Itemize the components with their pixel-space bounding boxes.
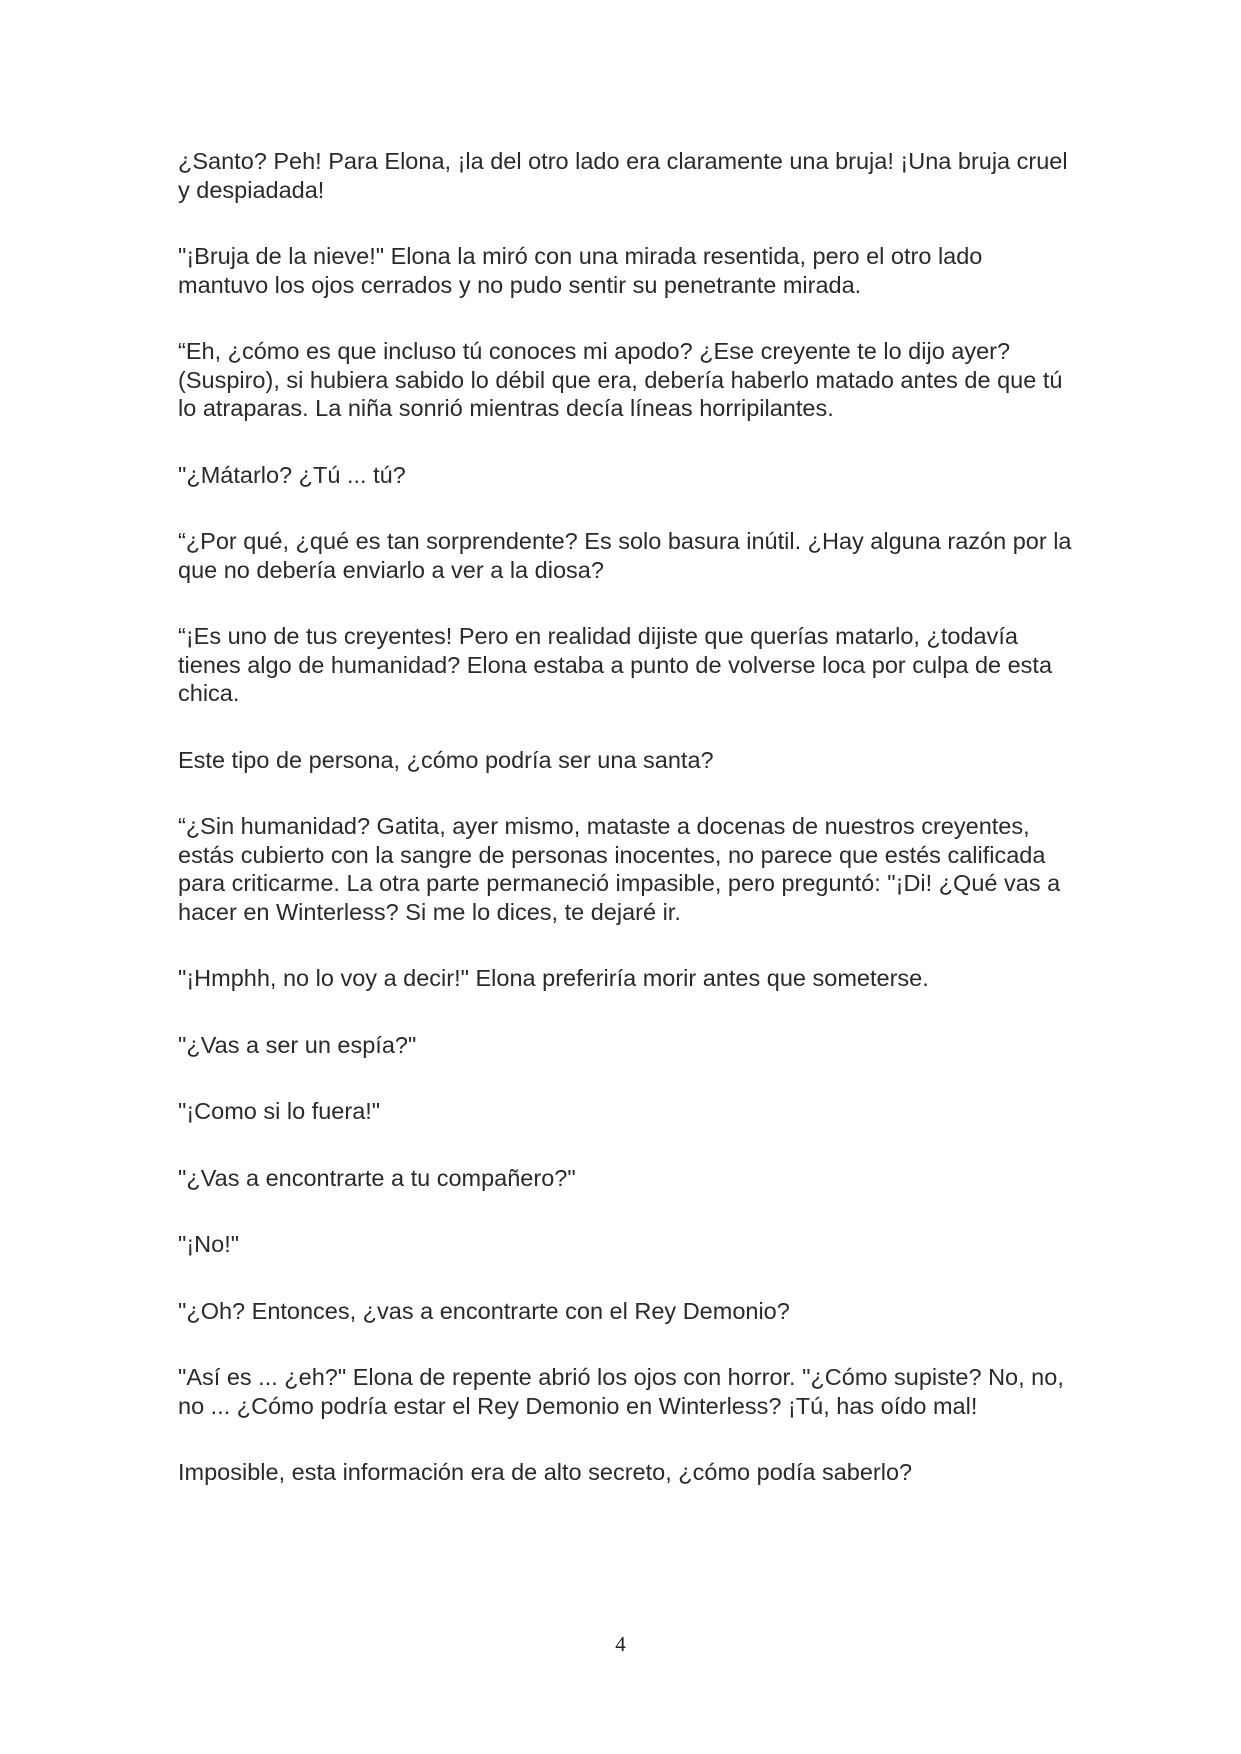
- paragraph-15: "Así es ... ¿eh?" Elona de repente abrió los ojos con horror. "¿Cómo supiste? No, no, no ... ¿Cómo podría estar el Rey Demonio en Winterless? ¡Tú, has oído mal!: [178, 1364, 1064, 1419]
- paragraph-8: “¿Sin humanidad? Gatita, ayer mismo, mataste a docenas de nuestros creyentes, estás cubierto con la sangre de personas inocentes, no parece que estés calificada para criticarme. La otra parte permaneció impasible, pero preguntó: "¡Di! ¿Qué vas a hacer en Winterless? Si me lo dices, te dejaré ir.: [178, 813, 1061, 925]
- paragraph-12: "¿Vas a encontrarte a tu compañero?": [178, 1164, 576, 1191]
- paragraph-7: Este tipo de persona, ¿cómo podría ser una santa?: [178, 746, 714, 773]
- paragraph-4: "¿Mátarlo? ¿Tú ... tú?: [178, 461, 406, 488]
- paragraph-1: ¿Santo? Peh! Para Elona, ¡la del otro lado era claramente una bruja! ¡Una bruja cruel y despiadada!: [178, 148, 1068, 203]
- paragraph-16: Imposible, esta información era de alto secreto, ¿cómo podía saberlo?: [178, 1459, 913, 1485]
- body-text: [178, 147, 1078, 1525]
- paragraph-14: "¿Oh? Entonces, ¿vas a encontrarte con el Rey Demonio?: [178, 1297, 790, 1324]
- paragraph-3: “Eh, ¿cómo es que incluso tú conoces mi apodo? ¿Ese creyente te lo dijo ayer? (Suspiro), si hubiera sabido lo débil que era, debería haberlo matado antes de que tú lo atraparas. La niña sonrió mientras decía líneas horripilantes.: [178, 338, 1063, 421]
- page-number: 4: [615, 1632, 626, 1656]
- paragraph-13: "¡No!": [178, 1231, 240, 1257]
- paragraph-6: “¡Es uno de tus creyentes! Pero en realidad dijiste que querías matarlo, ¿todavía tienes algo de humanidad? Elona estaba a punto de volverse loca por culpa de esta chica.: [178, 623, 1053, 706]
- paragraph-9: "¡Hmphh, no lo voy a decir!" Elona preferiría morir antes que someterse.: [178, 965, 929, 991]
- paragraph-11: "¡Como si lo fuera!": [178, 1098, 381, 1124]
- paragraph-10: "¿Vas a ser un espía?": [178, 1031, 417, 1058]
- paragraph-2: "¡Bruja de la nieve!" Elona la miró con una mirada resentida, pero el otro lado mantuvo los ojos cerrados y no pudo sentir su penetrante mirada.: [178, 243, 983, 298]
- paragraph-5: “¿Por qué, ¿qué es tan sorprendente? Es solo basura inútil. ¿Hay alguna razón por la que no debería enviarlo a ver a la diosa?: [178, 528, 1072, 583]
